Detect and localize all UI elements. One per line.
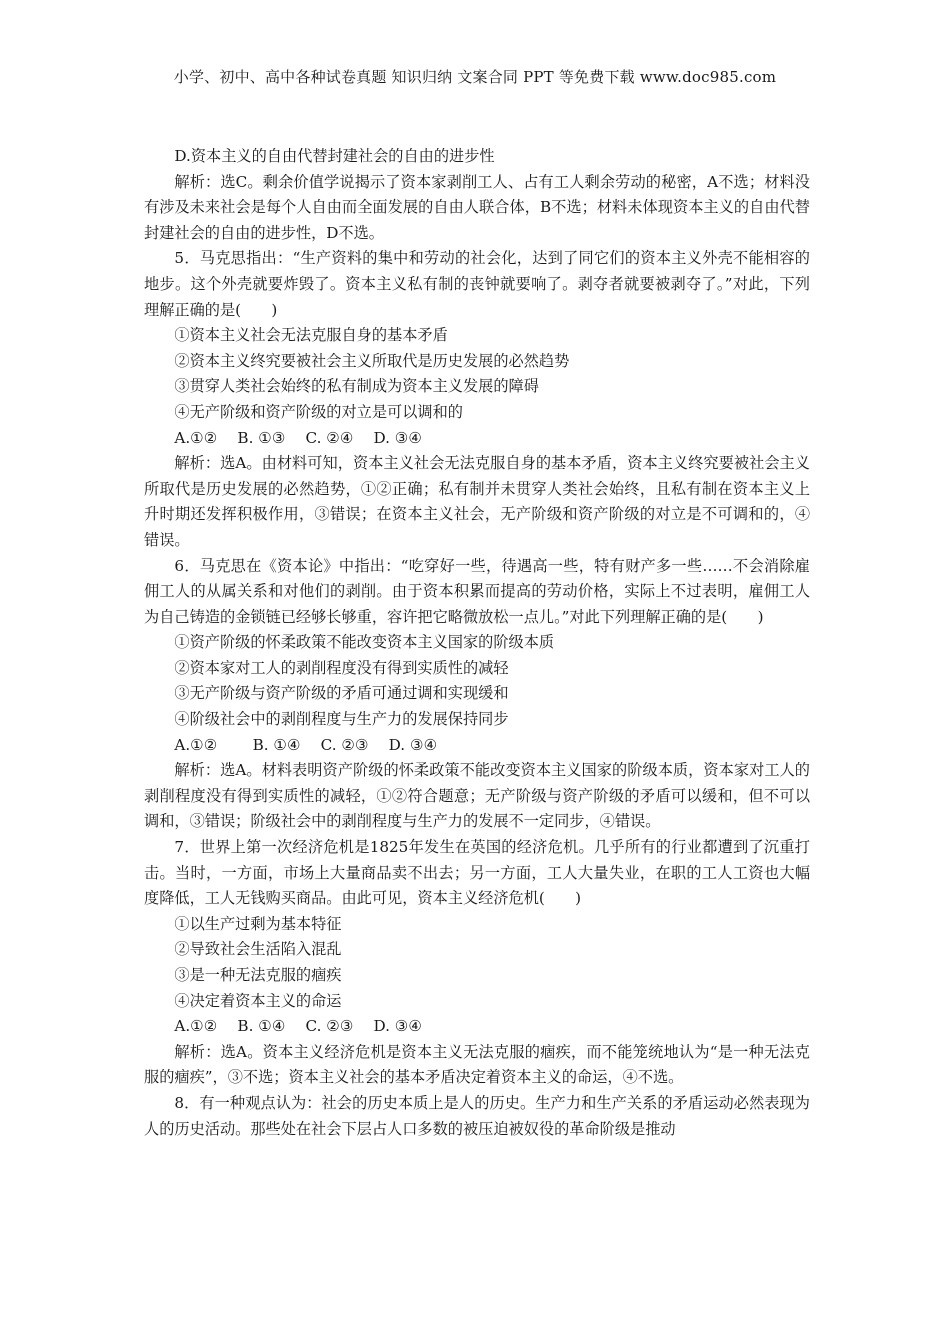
option-line: ④决定着资本主义的命运 <box>174 991 342 1010</box>
question-7-stem: 7．世界上第一次经济危机是1825年发生在英国的经济危机。几乎所有的行业都遭到了沉重打击。当时，一方面，市场上大量商品卖不出去；另一方面，工人大量失业，在职的工人工资也大幅度降低，工人无钱购买商品。由此可见，资本主义经济危机( ) <box>144 838 810 908</box>
option-line: ①资产阶级的怀柔政策不能改变资本主义国家的阶级本质 <box>174 633 555 652</box>
analysis-paragraph: 解析：选A。材料表明资产阶级的怀柔政策不能改变资本主义国家的阶级本质，资本家对工人的剥削程度没有得到实质性的减轻，①②符合题意；无产阶级与资产阶级的矛盾可以缓和，但不可以调和，③错误；阶级社会中的剥削程度与生产力的发展不一定同步，④错误。 <box>144 761 810 831</box>
option-line: ②导致社会生活陷入混乱 <box>174 940 342 959</box>
option-line: ④无产阶级和资产阶级的对立是可以调和的 <box>174 402 463 421</box>
question-6-stem: 6．马克思在《资本论》中指出：“吃穿好一些，待遇高一些，特有财产多一些……不会消除雇佣工人的从属关系和对他们的剥削。由于资本积累而提高的劳动价格，实际上不过表明，雇佣工人为自己铸造的金锁链已经够长够重，容许把它略微放松一点儿。”对此下列理解正确的是( ) <box>144 556 810 626</box>
option-line: ②资本家对工人的剥削程度没有得到实质性的减轻 <box>174 658 509 677</box>
option-line: D.资本主义的自由代替封建社会的自由的进步性 <box>174 147 495 165</box>
option-line: ③无产阶级与资产阶级的矛盾可通过调和实现缓和 <box>174 684 509 703</box>
analysis-paragraph: 解析：选A。由材料可知，资本主义社会无法克服自身的基本矛盾，资本主义终究要被社会主义所取代是历史发展的必然趋势，①②正确；私有制并未贯穿人类社会始终，且私有制在资本主义上升时期还发挥积极作用，③错误；在资本主义社会，无产阶级和资产阶级的对立是不可调和的，④错误。 <box>144 454 810 549</box>
option-line: ④阶级社会中的剥削程度与生产力的发展保持同步 <box>174 710 509 729</box>
analysis-paragraph: 解析：选A。资本主义经济危机是资本主义无法克服的痼疾，而不能笼统地认为“是一种无法克服的痼疾”，③不选；资本主义社会的基本矛盾决定着资本主义的命运，④不选。 <box>144 1042 810 1087</box>
answer-choices: A.①② B. ①④ C. ②③ D. ③④ <box>174 1017 422 1036</box>
document-body <box>144 144 810 1142</box>
option-line: ①以生产过剩为基本特征 <box>174 914 342 933</box>
option-line: ③是一种无法克服的痼疾 <box>174 966 342 984</box>
option-line: ①资本主义社会无法克服自身的基本矛盾 <box>174 326 448 345</box>
answer-choices: A.①② B. ①④ C. ②③ D. ③④ <box>174 735 438 754</box>
option-line: ③贯穿人类社会始终的私有制成为资本主义发展的障碍 <box>174 377 539 396</box>
answer-choices: A.①② B. ①③ C. ②④ D. ③④ <box>174 428 422 447</box>
analysis-paragraph: 解析：选C。剩余价值学说揭示了资本家剥削工人、占有工人剩余劳动的秘密，A不选；材料没有涉及未来社会是每个人自由而全面发展的自由人联合体，B不选；材料未体现资本主义的自由代替封建社会的自由的进步性，D不选。 <box>144 172 810 242</box>
page-header: 小学、初中、高中各种试卷真题 知识归纳 文案合同 PPT 等免费下载 www.doc985.com <box>173 68 777 86</box>
question-5-stem: 5．马克思指出：“生产资料的集中和劳动的社会化，达到了同它们的资本主义外壳不能相容的地步。这个外壳就要炸毁了。资本主义私有制的丧钟就要响了。剥夺者就要被剥夺了。”对此，下列理解正确的是( ) <box>144 249 810 319</box>
option-line: ②资本主义终究要被社会主义所取代是历史发展的必然趋势 <box>174 351 570 370</box>
question-8-stem: 8．有一种观点认为：社会的历史本质上是人的历史。生产力和生产关系的矛盾运动必然表现为人的历史活动。那些处在社会下层占人口多数的被压迫被奴役的革命阶级是推动 <box>144 1093 810 1138</box>
